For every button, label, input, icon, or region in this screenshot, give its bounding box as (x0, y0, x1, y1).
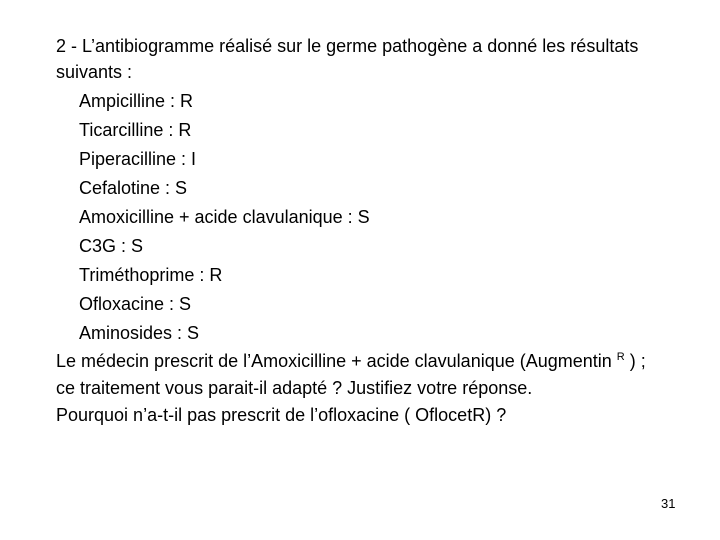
result-item-ampicilline: Ampicilline : R (79, 91, 194, 111)
result-item-trimethoprime: Triméthoprime : R (79, 265, 223, 285)
registered-mark-augmentin: R (616, 351, 625, 363)
result-item-ticarcilline: Ticarcilline : R (79, 120, 192, 140)
result-item-amoxicilline-clavulanique: Amoxicilline + acide clavulanique : S (79, 207, 370, 227)
prescription-line-3-end: ) ? (485, 405, 507, 425)
page-number: 31 (661, 496, 676, 511)
result-item-piperacilline: Piperacilline : I (79, 149, 197, 169)
result-item-c3g: C3G : S (79, 236, 144, 256)
prescription-question (56, 348, 716, 429)
question-intro-line-2: suivants : (56, 62, 133, 82)
question-intro-line-1: 2 - L’antibiogramme réalisé sur le germe pathogène a donné les résultats (56, 36, 639, 56)
result-item-ofloxacine: Ofloxacine : S (79, 294, 192, 314)
prescription-line-2: ce traitement vous parait-il adapté ? Justifiez votre réponse. (56, 378, 533, 398)
antibiogram-results-list (56, 87, 716, 348)
result-item-cefalotine: Cefalotine : S (79, 178, 188, 198)
prescription-line-1-end: ) ; (624, 351, 646, 371)
prescription-line-3 (56, 402, 716, 429)
result-item-aminosides: Aminosides : S (79, 323, 200, 343)
prescription-line-3-text: Pourquoi n’a-t-il pas prescrit de l’ofloxacine ( Oflocet (56, 405, 473, 425)
question-text-block (56, 34, 716, 429)
registered-mark-oflocet: R (472, 405, 486, 425)
prescription-line-1-text: Le médecin prescrit de l’Amoxicilline + acide clavulanique (Augmentin (56, 351, 617, 371)
prescription-line-1 (56, 348, 716, 375)
